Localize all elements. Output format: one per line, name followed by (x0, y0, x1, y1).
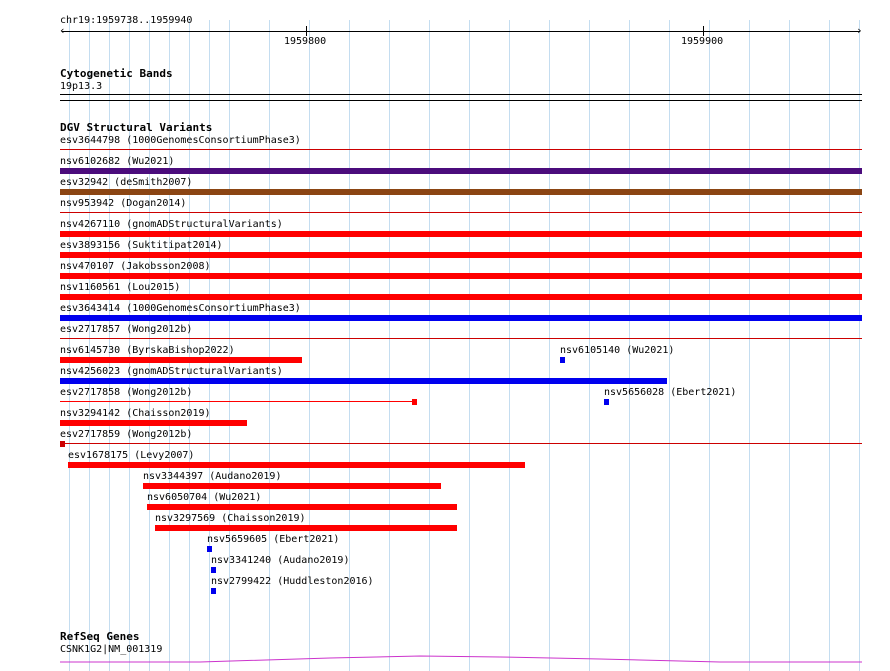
variant-bar[interactable] (211, 588, 216, 594)
ruler-tick-label: 1959800 (284, 36, 327, 47)
refseq-gene-label[interactable]: CSNK1G2|NM_001319 (60, 644, 163, 655)
variant-label[interactable]: esv3893156 (Suktitipat2014) (60, 240, 223, 251)
variant-bar[interactable] (60, 168, 862, 174)
variant-label[interactable]: nsv6105140 (Wu2021) (560, 345, 675, 356)
variant-label[interactable]: esv3643414 (1000GenomesConsortiumPhase3) (60, 303, 301, 314)
variant-label[interactable]: esv3644798 (1000GenomesConsortiumPhase3) (60, 135, 301, 146)
variant-label[interactable]: nsv470107 (Jakobsson2008) (60, 261, 211, 272)
variant-line[interactable] (60, 338, 862, 339)
ruler-axis-line (62, 31, 860, 32)
variant-label[interactable]: esv2717857 (Wong2012b) (60, 324, 193, 335)
variant-label[interactable]: esv2717858 (Wong2012b) (60, 387, 193, 398)
variant-bar[interactable] (143, 483, 441, 489)
variant-bar[interactable] (211, 567, 216, 573)
variant-bar[interactable] (60, 315, 862, 321)
variant-bar[interactable] (60, 231, 862, 237)
cytoband-track-title: Cytogenetic Bands (60, 67, 173, 80)
variant-label[interactable]: esv32942 (deSmith2007) (60, 177, 193, 188)
refseq-track-title: RefSeq Genes (60, 630, 140, 643)
variant-bar[interactable] (147, 504, 457, 510)
variant-bar[interactable] (60, 252, 862, 258)
variant-bar[interactable] (60, 294, 862, 300)
ruler-left-arrow-icon: ‹ (59, 24, 66, 37)
variant-end-box[interactable] (60, 441, 65, 447)
variant-line[interactable] (60, 212, 862, 213)
variant-label[interactable]: esv2717859 (Wong2012b) (60, 429, 193, 440)
refseq-gene-graphic[interactable] (0, 650, 890, 670)
cytoband-line-bottom (60, 100, 862, 101)
variant-label[interactable]: nsv3297569 (Chaisson2019) (155, 513, 306, 524)
dgv-track-title: DGV Structural Variants (60, 121, 213, 134)
variant-line[interactable] (60, 149, 862, 150)
variant-label[interactable]: nsv4256023 (gnomADStructuralVariants) (60, 366, 283, 377)
variant-label[interactable]: nsv6050704 (Wu2021) (147, 492, 262, 503)
variant-label[interactable]: nsv1160561 (Lou2015) (60, 282, 181, 293)
variant-bar[interactable] (60, 189, 862, 195)
ruler-position-label: chr19:1959738..1959940 (60, 15, 193, 26)
variant-label[interactable]: nsv6102682 (Wu2021) (60, 156, 175, 167)
variant-label[interactable]: nsv3341240 (Audano2019) (211, 555, 350, 566)
variant-line[interactable] (60, 401, 417, 402)
variant-bar[interactable] (60, 273, 862, 279)
variant-bar[interactable] (560, 357, 565, 363)
variant-bar[interactable] (60, 357, 302, 363)
variant-line[interactable] (60, 443, 862, 444)
ruler-right-arrow-icon: › (856, 24, 863, 37)
ruler-tick-label: 1959900 (681, 36, 724, 47)
cytoband-label: 19p13.3 (60, 81, 103, 92)
variant-bar[interactable] (68, 462, 525, 468)
variant-bar[interactable] (60, 420, 247, 426)
variant-label[interactable]: nsv6145730 (ByrskaBishop2022) (60, 345, 235, 356)
ruler-tick-mark (306, 26, 307, 36)
variant-label[interactable]: nsv3344397 (Audano2019) (143, 471, 282, 482)
variant-end-box[interactable] (412, 399, 417, 405)
cytoband-line-top (60, 94, 862, 95)
variant-label[interactable]: nsv953942 (Dogan2014) (60, 198, 187, 209)
variant-label[interactable]: nsv3294142 (Chaisson2019) (60, 408, 211, 419)
variant-label[interactable]: esv1678175 (Levy2007) (68, 450, 195, 461)
variant-bar[interactable] (60, 378, 667, 384)
variant-label[interactable]: nsv5659605 (Ebert2021) (207, 534, 340, 545)
variant-label[interactable]: nsv2799422 (Huddleston2016) (211, 576, 374, 587)
variant-label[interactable]: nsv4267110 (gnomADStructuralVariants) (60, 219, 283, 230)
variant-bar[interactable] (155, 525, 457, 531)
ruler-tick-mark (703, 26, 704, 36)
variant-bar[interactable] (604, 399, 609, 405)
variant-bar[interactable] (207, 546, 212, 552)
variant-label[interactable]: nsv5656028 (Ebert2021) (604, 387, 737, 398)
